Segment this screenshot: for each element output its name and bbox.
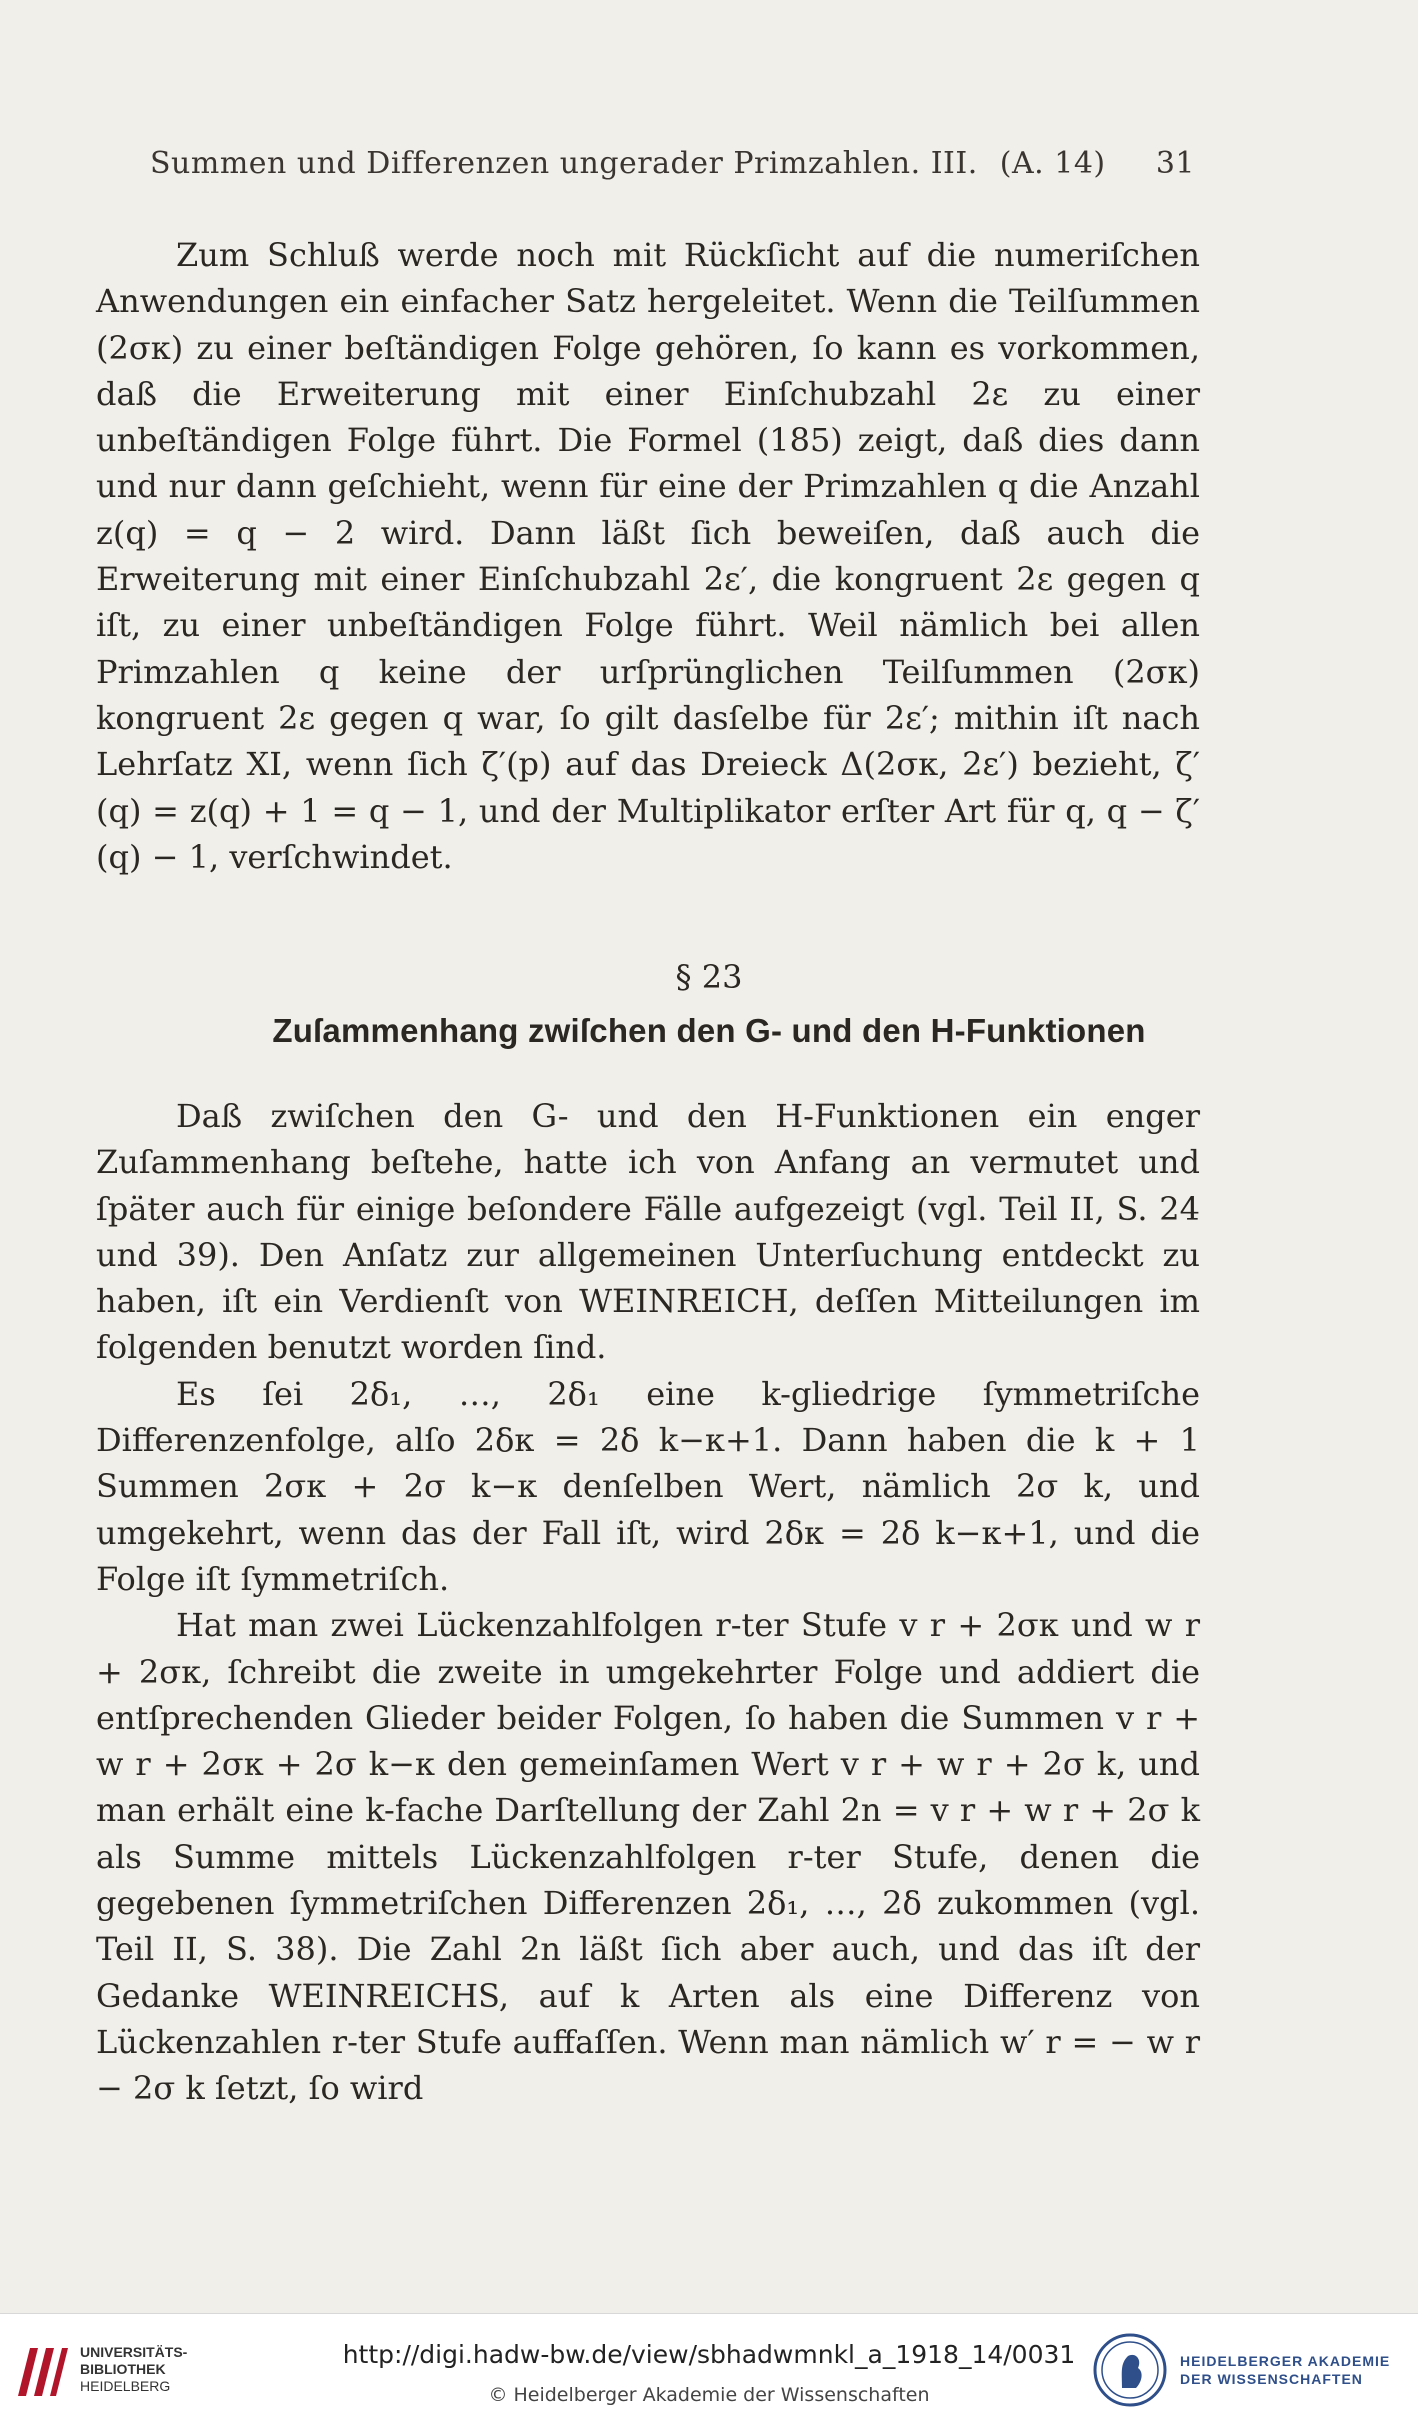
text-block-bottom (96, 1093, 1200, 2112)
page-number: 31 (1155, 146, 1195, 181)
running-head (150, 146, 1195, 181)
permalink-url[interactable]: http://digi.hadw-bw.de/view/sbhadwmnkl_a_1918_14/0031 (342, 2340, 1076, 2369)
section-title: Zuſammenhang zwiſchen den G- und den H-Funktionen (272, 1012, 1146, 1049)
university-line: HEIDELBERG (80, 2378, 171, 2394)
paragraph: Daß zwiſchen den G- und den H-Funktionen ein enger Zuſammenhang beſtehe, hatte ich von Anfang an vermutet und ſpäter auch für einige beſondere Fälle aufgezeigt (vgl. Teil II, S. 24 und 39). Den Anſatz zur allgemeinen Unterſuchung entdeckt zu haben, iſt ein Verdienſt von WEINREICH, deſſen Mitteilungen im folgenden benutzt worden ſind. (96, 1097, 1200, 1367)
academy-seal-icon (1092, 2332, 1168, 2408)
text-block-top (96, 232, 1200, 880)
running-head-ref: (A. 14) (999, 146, 1106, 181)
paragraph: Zum Schluß werde noch mit Rückſicht auf die numeriſchen Anwendungen ein einfacher Satz hergeleitet. Wenn die Teilſummen (2σκ) zu einer beſtändigen Folge gehören, ſo kann es vorkommen, daß die Erweiterung mit einer Einſchubzahl 2ε zu einer unbeſtändigen Folge führt. Die Formel (185) zeigt, daß dies dann und nur dann geſchieht, wenn für eine der Primzahlen q die Anzahl z(q) = q − 2 wird. Dann läßt ſich beweiſen, daß auch die Erweiterung mit einer Einſchubzahl 2ε′, die kongruent 2ε gegen q iſt, zu einer unbeſtändigen Folge führt. Weil nämlich bei allen Primzahlen q keine der urſprünglichen Teilſummen (2σκ) kongruent 2ε gegen q war, ſo gilt dasſelbe für 2ε′; mithin iſt nach Lehrſatz XI, wenn ſich ζ′(p) auf das Dreieck Δ(2σκ, 2ε′) bezieht, ζ′(q) = z(q) + 1 = q − 1, und der Multiplikator erſter Art für q, q − ζ′(q) − 1, verſchwindet. (96, 236, 1200, 876)
running-head-right (1000, 146, 1195, 181)
copyright-notice: © Heidelberger Akademie der Wissenschaften (488, 2384, 930, 2406)
academy-line: DER WISSENSCHAFTEN (1180, 2371, 1363, 2387)
university-line: UNIVERSITÄTS- (80, 2344, 188, 2360)
university-line: BIBLIOTHEK (80, 2361, 166, 2377)
academy-line: HEIDELBERGER AKADEMIE (1180, 2353, 1391, 2369)
section-number: § 23 (675, 958, 743, 996)
academy-name (1180, 2352, 1390, 2388)
footer-bar (0, 2313, 1418, 2420)
paragraph: Hat man zwei Lückenzahlfolgen r-ter Stufe v r + 2σκ und w r + 2σκ, ſchreibt die zweite in umgekehrter Folge und addiert die entſprechenden Glieder beider Folgen, ſo haben die Summen v r + w r + 2σκ + 2σ k−κ den gemeinſamen Wert v r + w r + 2σ k, und man erhält eine k-fache Darſtellung der Zahl 2n = v r + w r + 2σ k als Summe mittels Lückenzahlfolgen r-ter Stufe, denen die gegebenen ſymmetriſchen Differenzen 2δ₁, …, 2δ zukommen (vgl. Teil II, S. 38). Die Zahl 2n läßt ſich aber auch, und das iſt der Gedanke WEINREICHS, auf k Arten als eine Differenz von Lückenzahlen r-ter Stufe auffaſſen. Wenn man nämlich w′ r = − w r − 2σ k ſetzt, ſo wird (96, 1606, 1200, 2108)
running-head-title: Summen und Differenzen ungerader Primzahlen. III. (150, 146, 978, 181)
paragraph: Es ſei 2δ₁, …, 2δ₁ eine k-gliedrige ſymmetriſche Differenzenfolge, alſo 2δκ = 2δ k−κ+1. Dann haben die k + 1 Summen 2σκ + 2σ k−κ denſelben Wert, nämlich 2σ k, und umgekehrt, wenn das der Fall iſt, wird 2δκ = 2δ k−κ+1, und die Folge iſt ſymmetriſch. (96, 1374, 1200, 1598)
